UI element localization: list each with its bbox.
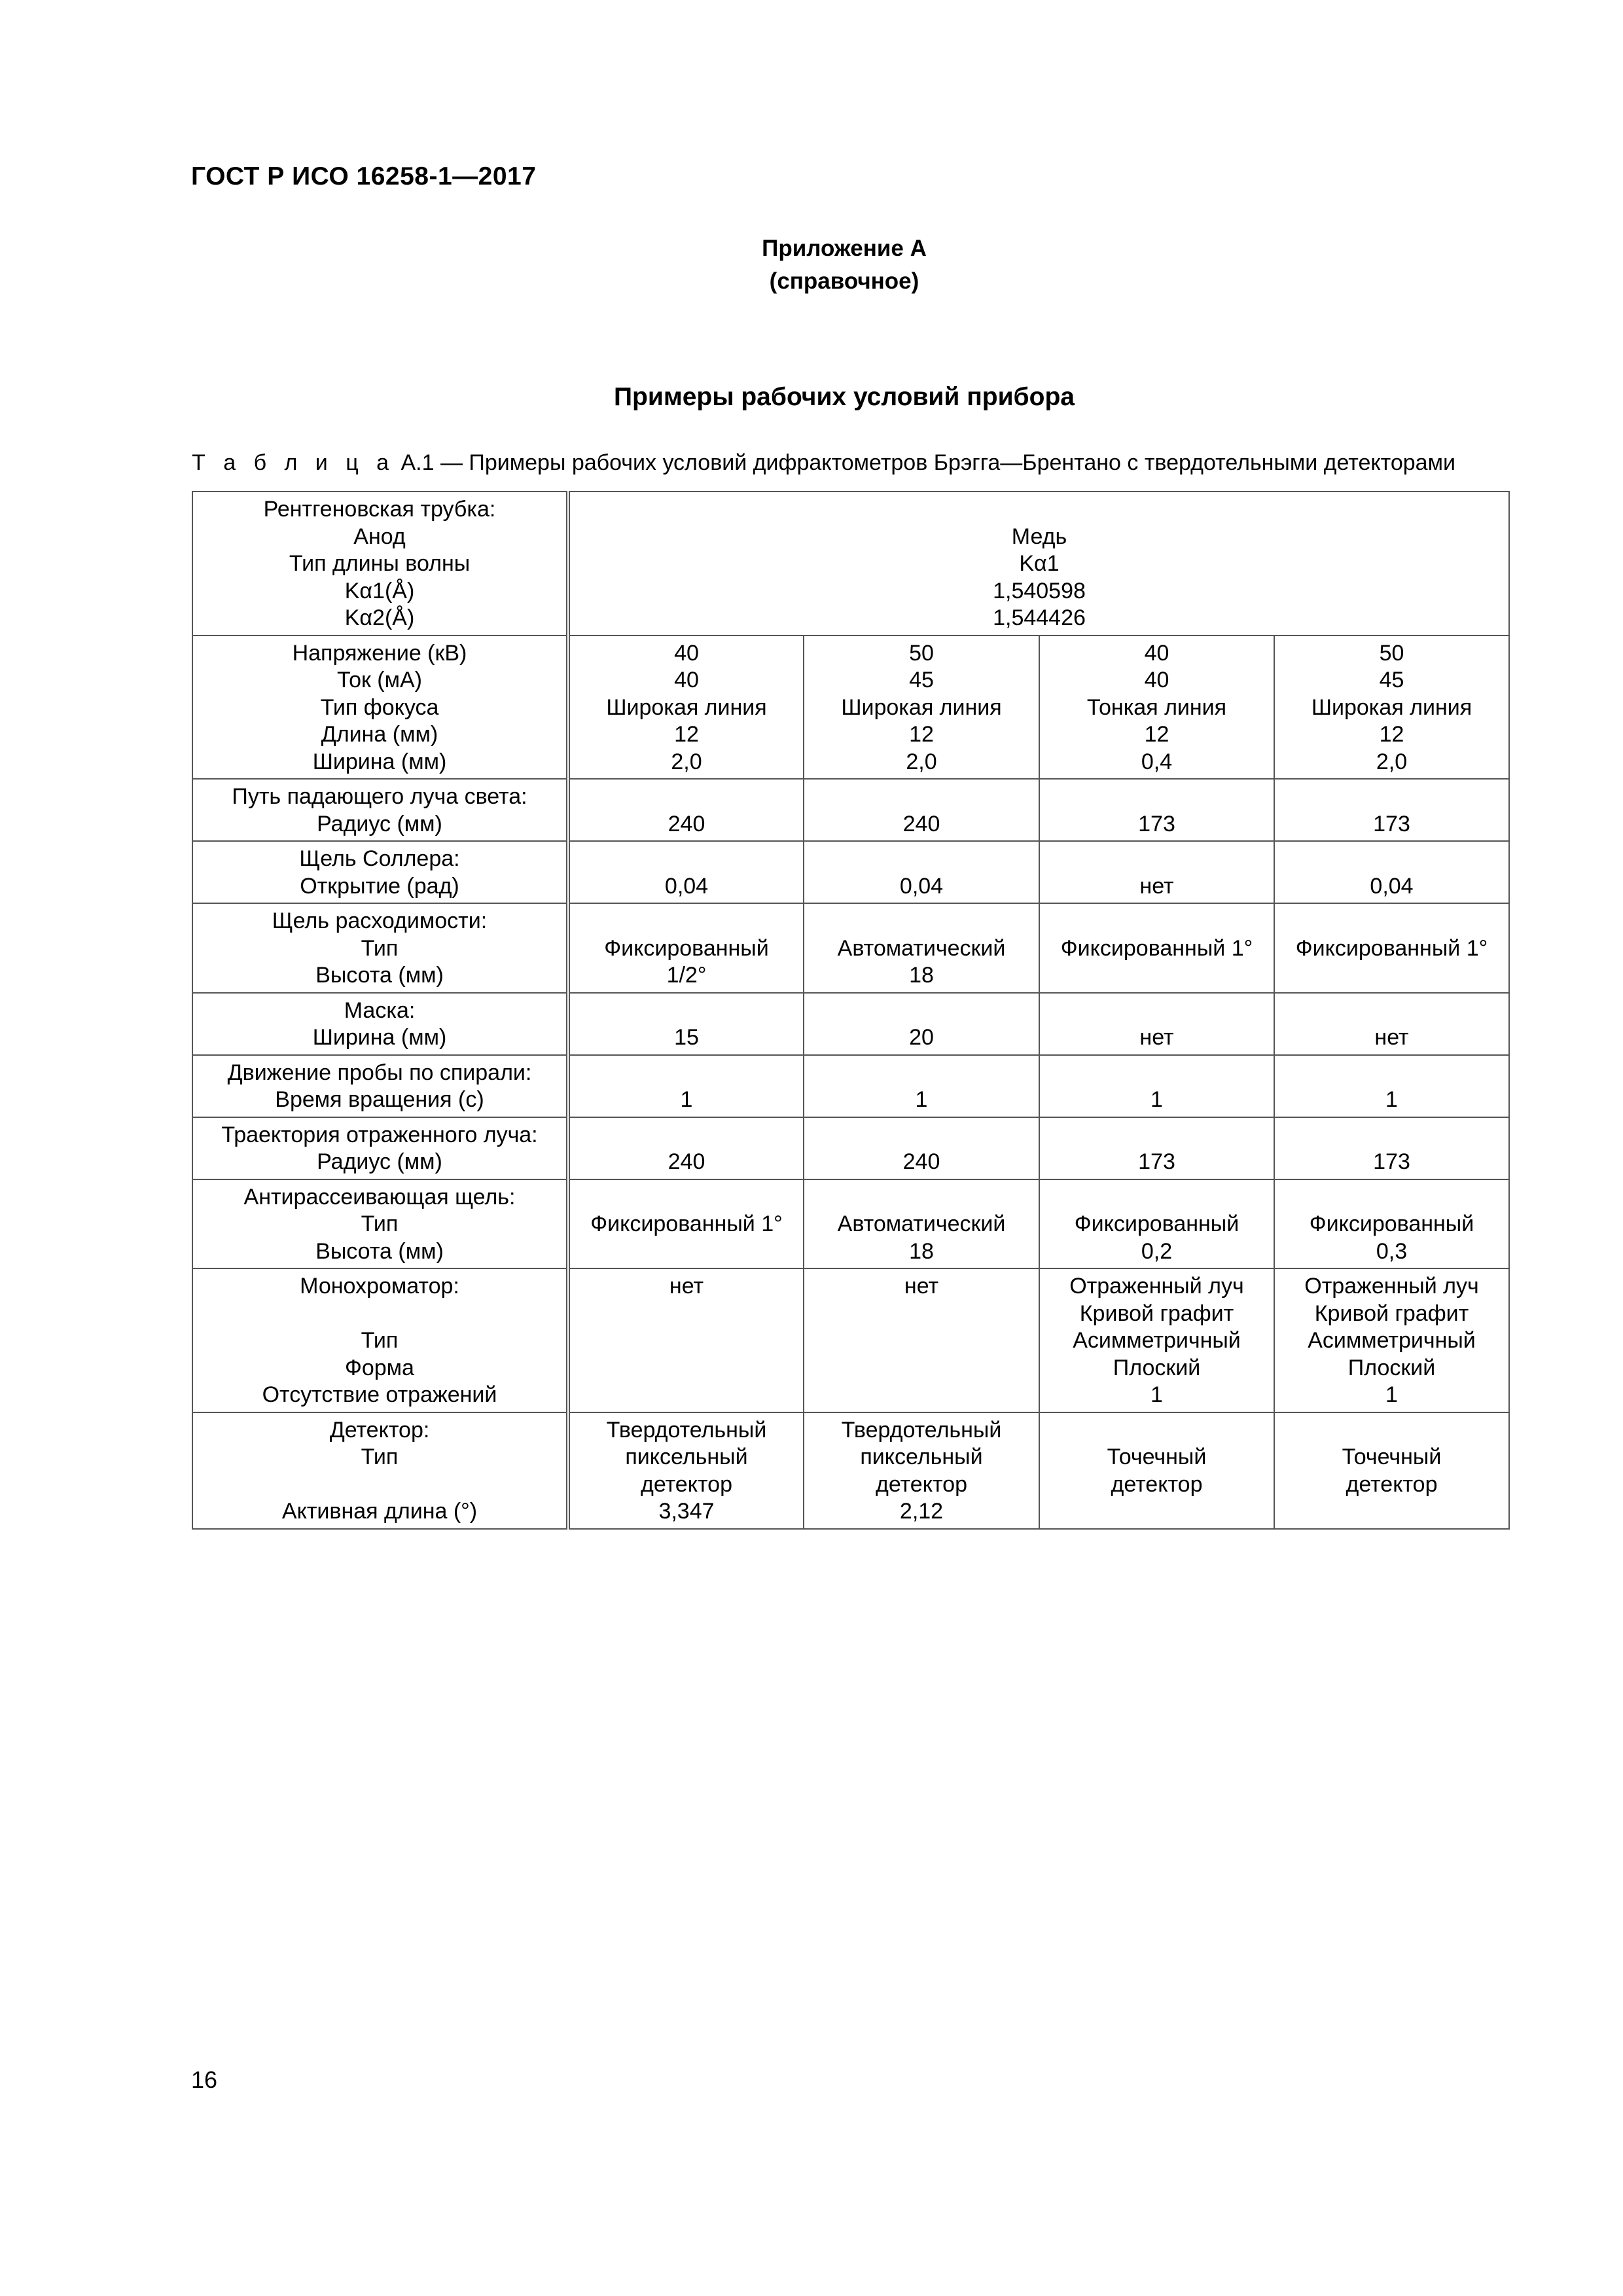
table-cell: 20 (804, 993, 1039, 1055)
table-cell: Автоматический 18 (804, 1179, 1039, 1269)
table-cell: 1 (804, 1055, 1039, 1117)
table-row-monochromator (192, 1268, 1509, 1412)
table-row-soller-slit (192, 841, 1509, 903)
table-cell: 15 (568, 993, 804, 1055)
table-row-antiscatter-slit (192, 1179, 1509, 1269)
table-cell: Автоматический 18 (804, 903, 1039, 993)
table-cell: 50 45 Широкая линия 12 2,0 (1274, 636, 1509, 780)
row-label: Путь падающего луча света: Радиус (мм) (192, 779, 568, 841)
table-cell: Фиксированный 0,2 (1039, 1179, 1274, 1269)
standard-code: ГОСТ Р ИСО 16258-1—2017 (191, 162, 537, 190)
table-row-incident-beam (192, 779, 1509, 841)
table-cell: Точечный детектор (1039, 1412, 1274, 1529)
table-cell: 173 (1274, 779, 1509, 841)
operating-conditions-table (192, 491, 1510, 1530)
table-caption-prefix: Т а б л и ц а (192, 450, 395, 475)
row-label: Щель расходимости: Тип Высота (мм) (192, 903, 568, 993)
table-cell: нет (804, 1268, 1039, 1412)
table-cell: 50 45 Широкая линия 12 2,0 (804, 636, 1039, 780)
table-cell: Отраженный луч Кривой графит Асимметричный Плоский 1 (1039, 1268, 1274, 1412)
table-cell: 240 (568, 1117, 804, 1179)
row-label: Напряжение (кВ) Ток (мА) Тип фокуса Длина (мм) Ширина (мм) (192, 636, 568, 780)
table-cell: 173 (1039, 779, 1274, 841)
row-label: Траектория отраженного луча: Радиус (мм) (192, 1117, 568, 1179)
row-label: Рентгеновская трубка: Анод Тип длины волны Kα1(Å) Kα2(Å) (192, 492, 568, 636)
table-row-spinner (192, 1055, 1509, 1117)
row-label: Щель Соллера: Открытие (рад) (192, 841, 568, 903)
section-title: Примеры рабочих условий прибора (614, 383, 1075, 411)
table-cell: 0,04 (804, 841, 1039, 903)
appendix-subtitle: (справочное) (769, 268, 919, 294)
row-label: Монохроматор: Тип Форма Отсутствие отражений (192, 1268, 568, 1412)
table-cell: Точечный детектор (1274, 1412, 1509, 1529)
table-cell: Фиксированный 1° (1039, 903, 1274, 993)
table-cell: 0,04 (1274, 841, 1509, 903)
table-row-detector (192, 1412, 1509, 1529)
table-cell: 240 (804, 1117, 1039, 1179)
table-cell: нет (1039, 841, 1274, 903)
table-cell: 40 40 Тонкая линия 12 0,4 (1039, 636, 1274, 780)
row-label: Движение пробы по спирали: Время вращения (с) (192, 1055, 568, 1117)
row-label: Антирассеивающая щель: Тип Высота (мм) (192, 1179, 568, 1269)
table-cell: нет (1274, 993, 1509, 1055)
tube-value-cell: Медь Kα1 1,540598 1,544426 (568, 492, 1509, 636)
row-label: Маска: Ширина (мм) (192, 993, 568, 1055)
table-cell: Фиксированный 1/2° (568, 903, 804, 993)
table-cell: Фиксированный 1° (1274, 903, 1509, 993)
table-cell: 40 40 Широкая линия 12 2,0 (568, 636, 804, 780)
table-cell: 240 (568, 779, 804, 841)
table-cell: 173 (1274, 1117, 1509, 1179)
table-row-diffracted-beam (192, 1117, 1509, 1179)
table-cell: нет (1039, 993, 1274, 1055)
appendix-title: Приложение А (762, 236, 927, 261)
table-cell: Отраженный луч Кривой графит Асимметричный Плоский 1 (1274, 1268, 1509, 1412)
row-label: Детектор: Тип Активная длина (°) (192, 1412, 568, 1529)
table-cell: 173 (1039, 1117, 1274, 1179)
table-cell: 240 (804, 779, 1039, 841)
page-number: 16 (191, 2066, 218, 2093)
table-row-voltage (192, 636, 1509, 780)
table-cell: 1 (1039, 1055, 1274, 1117)
table-cell: Твердотельный пиксельный детектор 3,347 (568, 1412, 804, 1529)
table-caption (192, 450, 1501, 476)
table-cell: 1 (568, 1055, 804, 1117)
table-row-divergence-slit (192, 903, 1509, 993)
table-cell: 1 (1274, 1055, 1509, 1117)
table-cell: Фиксированный 0,3 (1274, 1179, 1509, 1269)
table-cell: Фиксированный 1° (568, 1179, 804, 1269)
table-row-mask (192, 993, 1509, 1055)
table-caption-text: А.1 — Примеры рабочих условий дифрактометров Брэгга—Брентано с твердотельными детекторами (395, 450, 1455, 475)
table-cell: Твердотельный пиксельный детектор 2,12 (804, 1412, 1039, 1529)
appendix-heading (0, 232, 1623, 298)
table-row-tube (192, 492, 1509, 636)
table-cell: 0,04 (568, 841, 804, 903)
table-cell: нет (568, 1268, 804, 1412)
